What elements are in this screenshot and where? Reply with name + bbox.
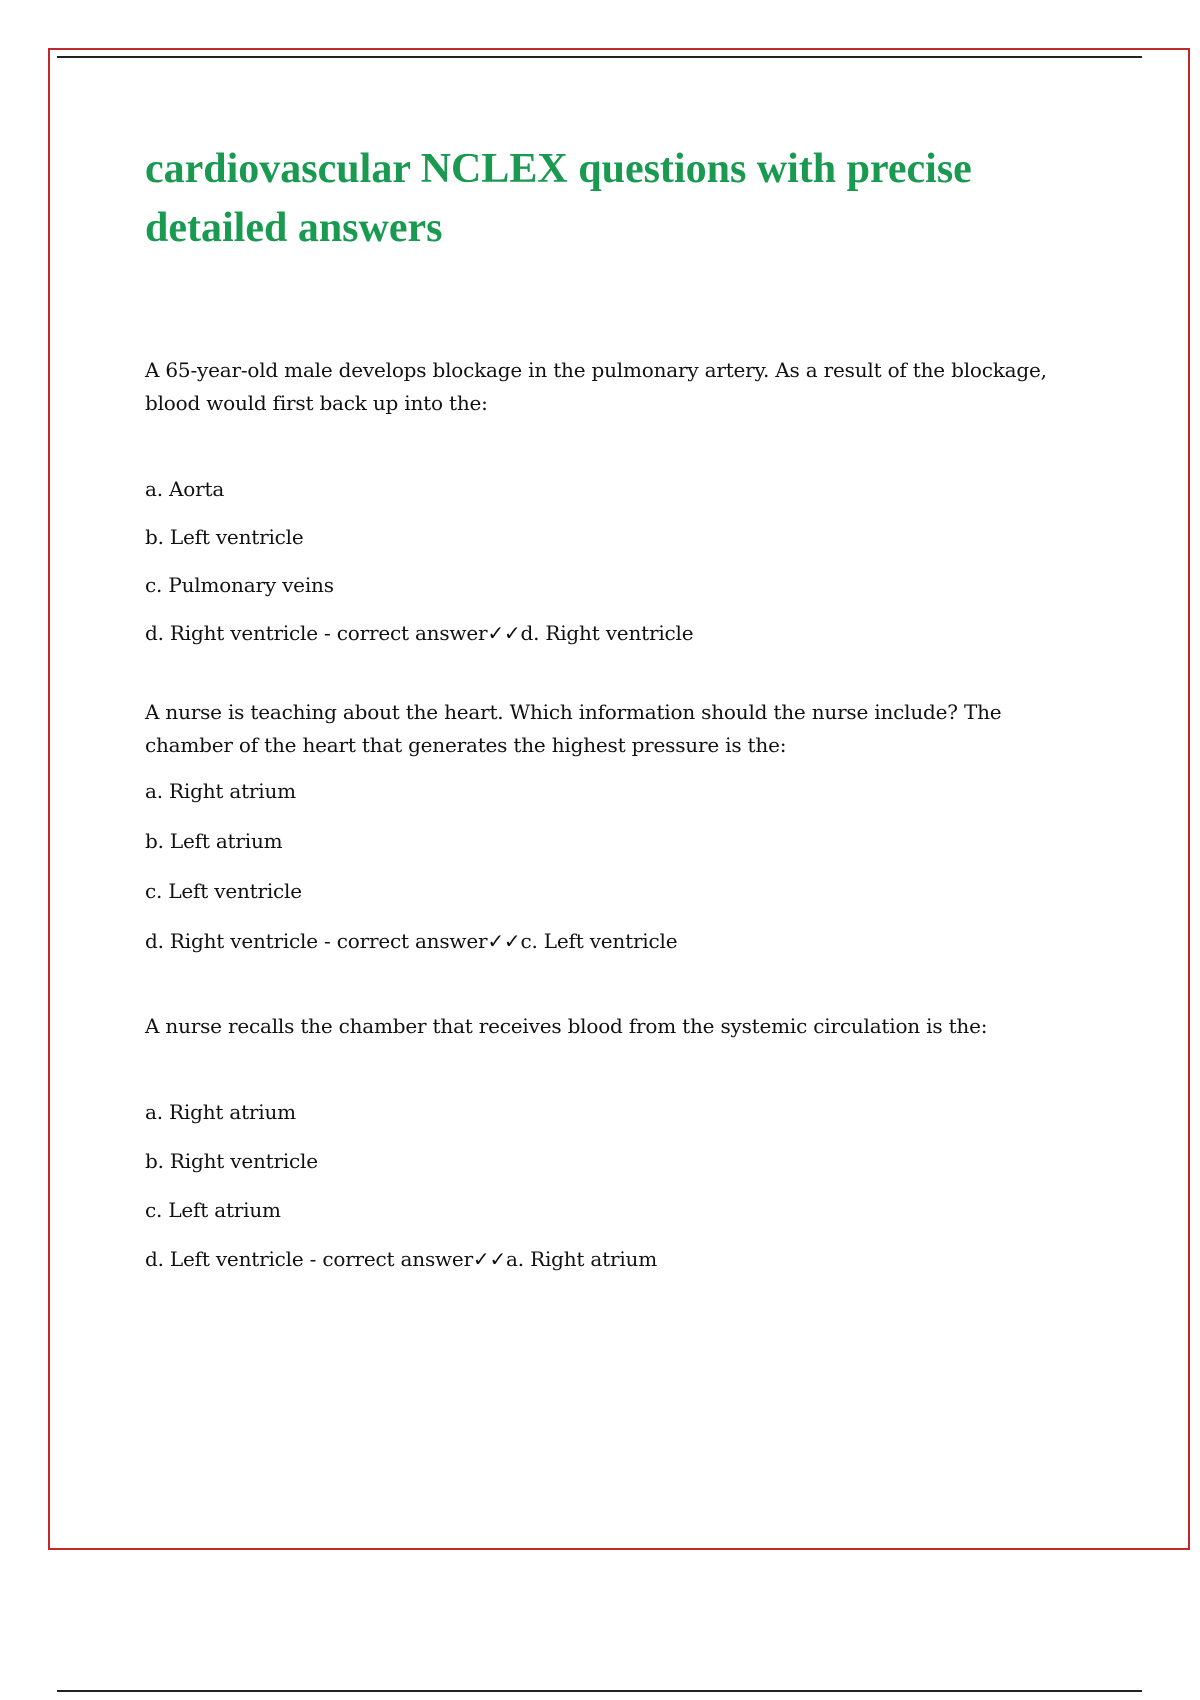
question-2-option-b: b. Left atrium: [145, 829, 283, 853]
question-3-option-c: c. Left atrium: [145, 1198, 281, 1222]
question-1-option-b: b. Left ventricle: [145, 525, 304, 549]
question-1-prompt: A 65-year-old male develops blockage in the pulmonary artery. As a result of the blockage, blood would first back up into the:: [145, 358, 1047, 415]
question-1-options: [145, 474, 1095, 648]
question-3-prompt: A nurse recalls the chamber that receives blood from the systemic circulation is the:: [145, 1014, 988, 1038]
document-body: [145, 140, 1095, 1293]
question-2-option-a: a. Right atrium: [145, 779, 296, 803]
question-1-option-c: c. Pulmonary veins: [145, 573, 334, 597]
question-3-option-a: a. Right atrium: [145, 1100, 296, 1124]
top-rule: [57, 56, 1142, 58]
question-2-option-c: c. Left ventricle: [145, 879, 302, 903]
question-3-options: [145, 1097, 1095, 1274]
question-2-options: [145, 776, 1095, 956]
question-3-option-d-answer: d. Left ventricle - correct answer✓✓a. Right atrium: [145, 1247, 657, 1271]
question-1-option-d-answer: d. Right ventricle - correct answer✓✓d. Right ventricle: [145, 621, 694, 645]
question-3-option-b: b. Right ventricle: [145, 1149, 318, 1173]
question-1-option-a: a. Aorta: [145, 477, 225, 501]
bottom-rule: [57, 1690, 1142, 1692]
document-title: cardiovascular NCLEX questions with precise detailed answers: [145, 146, 972, 251]
question-2-prompt: A nurse is teaching about the heart. Which information should the nurse include? The chamber of the heart that generates the highest pressure is the:: [145, 700, 1002, 757]
question-2-option-d-answer: d. Right ventricle - correct answer✓✓c. Left ventricle: [145, 929, 678, 953]
